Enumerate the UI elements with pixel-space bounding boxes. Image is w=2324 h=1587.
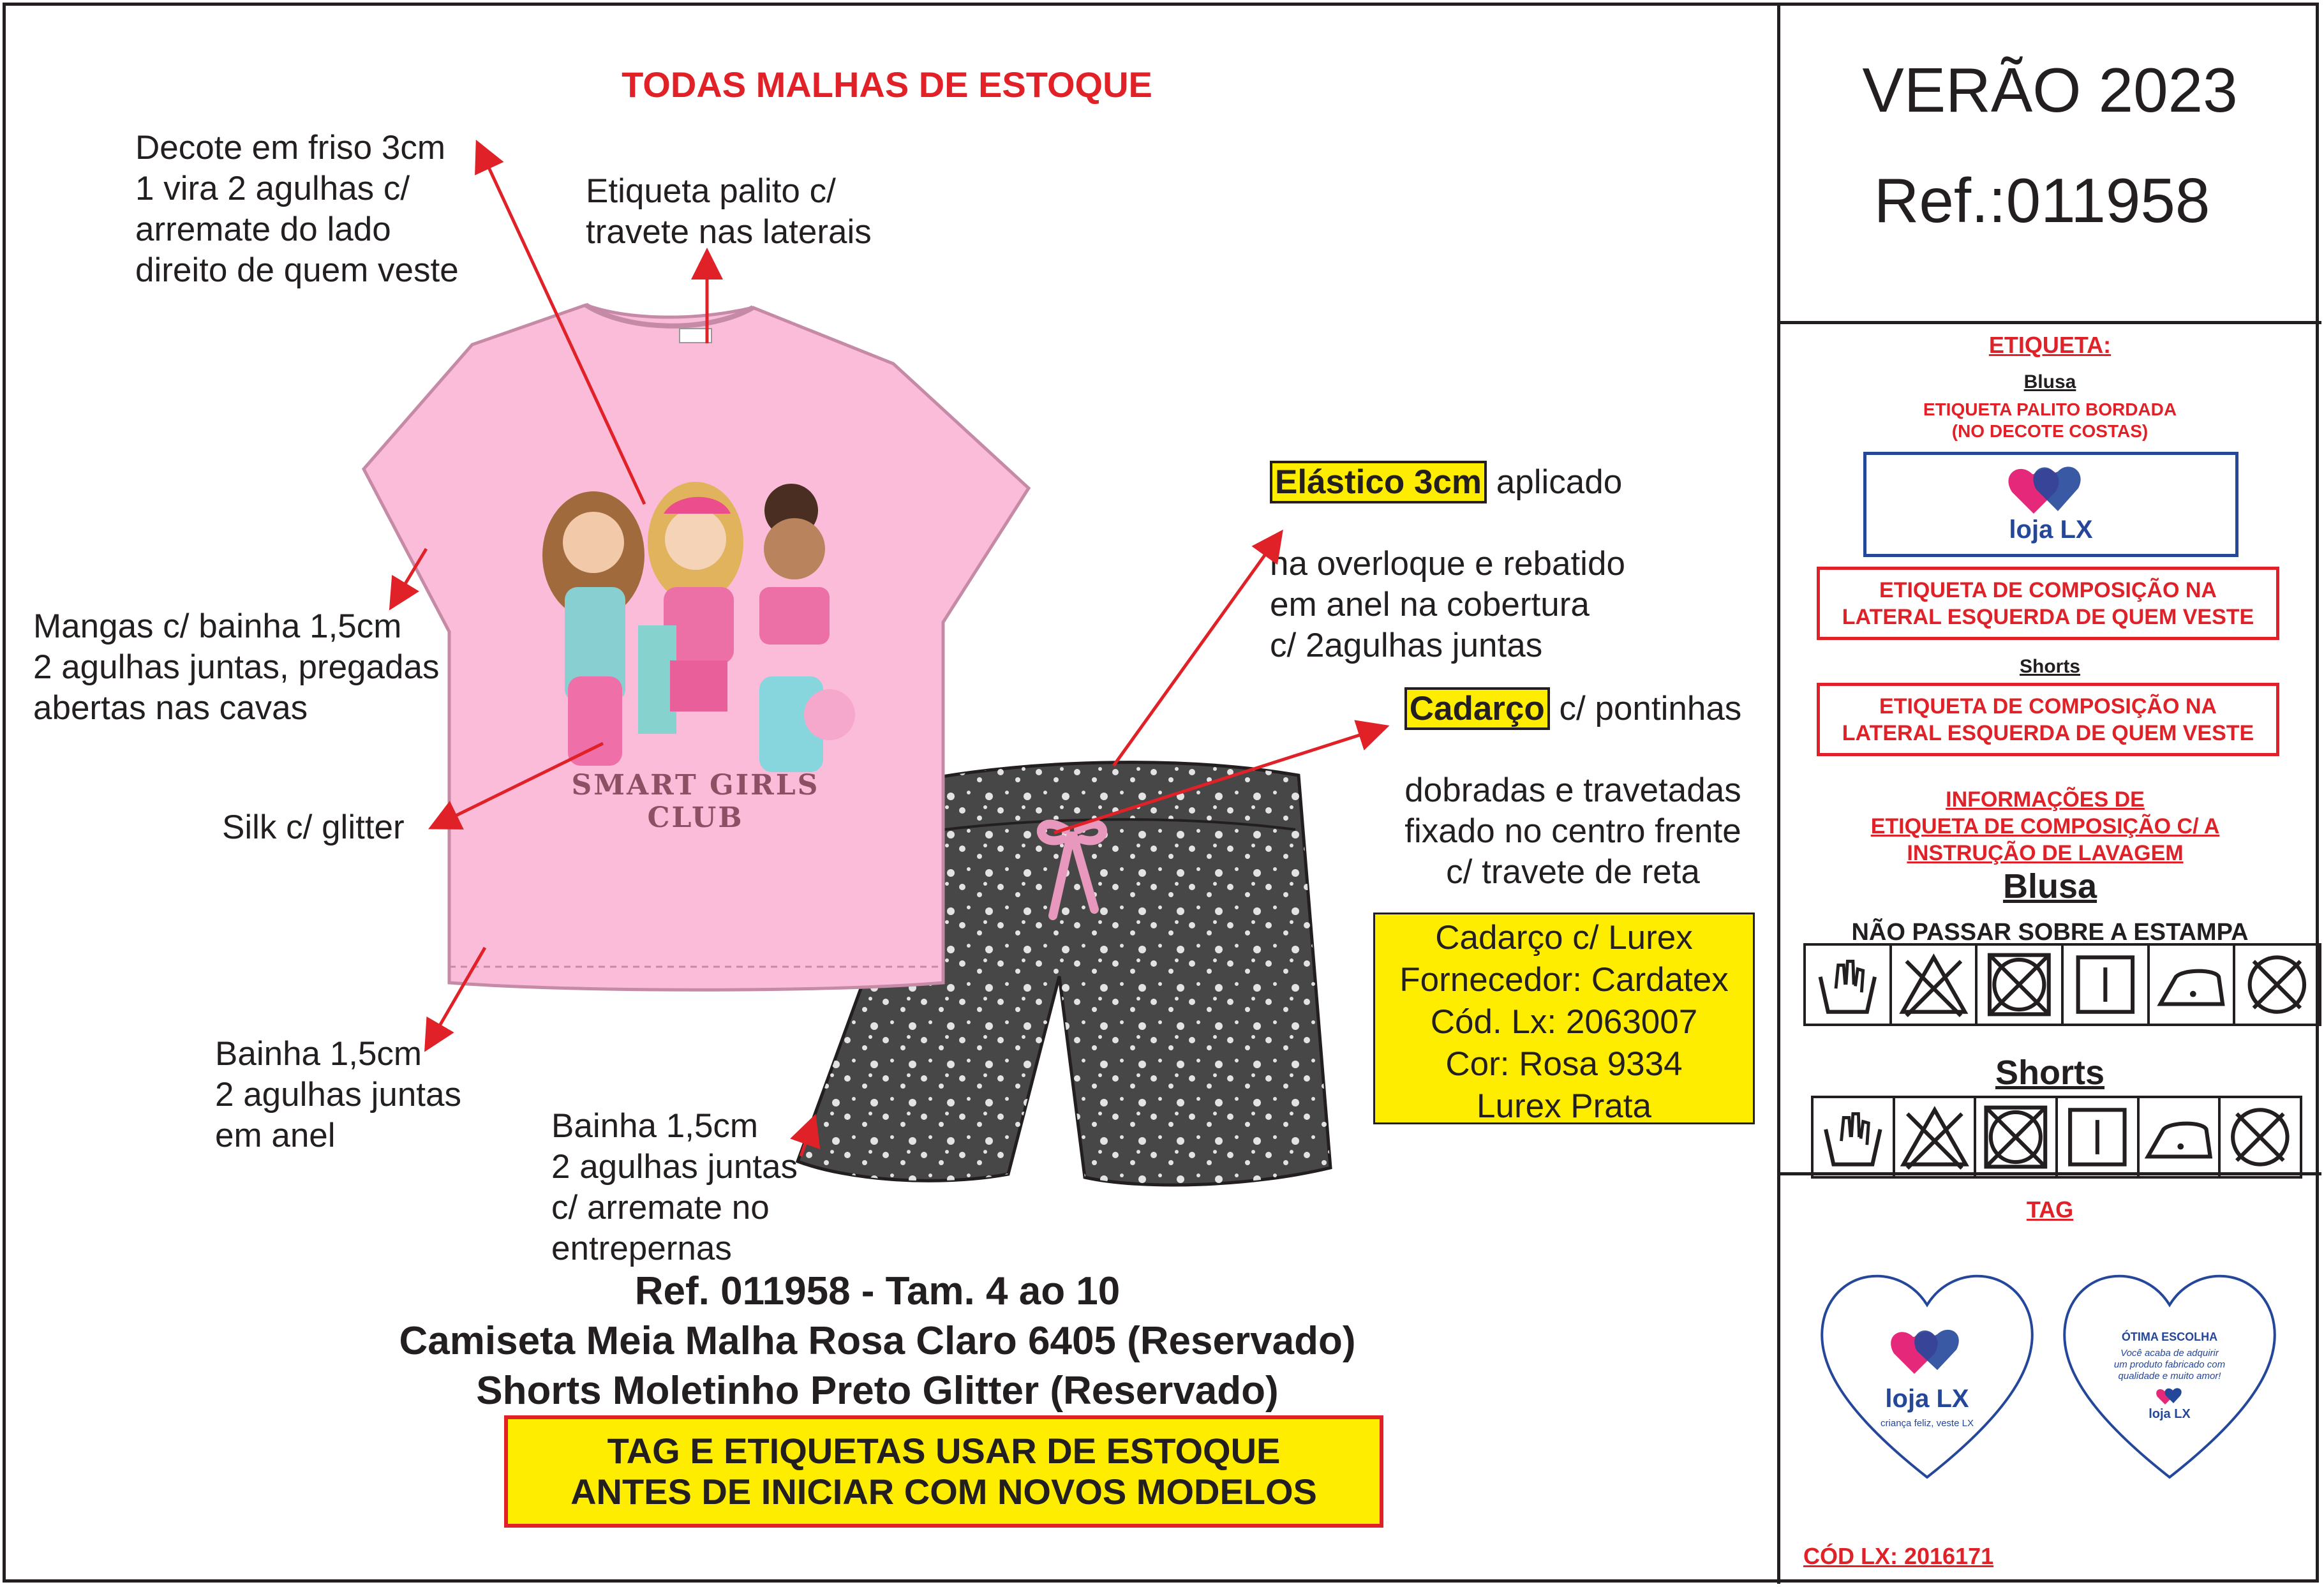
hand-wash-icon — [1814, 1098, 1895, 1176]
supplier-line: Lurex Prata — [1477, 1087, 1651, 1125]
reference-number: Ref.:011958 — [1873, 165, 2210, 235]
cadarco-text: dobradas e travetadas fixado no centro frente c/ travete de reta — [1404, 771, 1741, 891]
logo-text: loja LX — [2009, 516, 2093, 544]
elastico-text: na overloque e rebatido em anel na cobertura c/ 2agulhas juntas — [1270, 545, 1625, 664]
no-dry-clean-icon — [2235, 946, 2319, 1024]
season-title: VERÃO 2023 — [1862, 55, 2238, 125]
tag-back-logo: loja LX — [2149, 1407, 2191, 1421]
info-title: INFORMAÇÕES DE ETIQUETA DE COMPOSIÇÃO C/ A INSTRUÇÃO DE LAVAGEM — [1870, 787, 2220, 865]
note-decote: Decote em friso 3cm 1 vira 2 agulhas c/ arremate do lado direito de quem veste — [135, 129, 459, 289]
elastico-text-first: aplicado — [1487, 463, 1623, 501]
care-icons-blusa — [1803, 943, 2321, 1026]
supplier-line: Fornecedor: Cardatex — [1399, 961, 1729, 999]
composition-shorts-box: ETIQUETA DE COMPOSIÇÃO NA LATERAL ESQUERDA DE QUEM VESTE — [1817, 683, 2279, 756]
warning-line: TAG E ETIQUETAS USAR DE ESTOQUE — [607, 1431, 1281, 1471]
tag-title: TAG — [2026, 1196, 2074, 1223]
print-text: SMART GIRLS CLUB — [571, 769, 820, 834]
iron-low-icon — [2150, 946, 2236, 1024]
elastico-highlight: Elástico 3cm — [1270, 461, 1487, 503]
supplier-line: Cód. Lx: 2063007 — [1430, 1003, 1698, 1041]
product-shorts-line: Shorts Moletinho Preto Glitter (Reservado) — [476, 1369, 1279, 1413]
tag-front-logo: loja LX — [1885, 1385, 1969, 1413]
care-blusa-title: Blusa — [2002, 867, 2097, 905]
logo-label — [1863, 452, 2238, 557]
tag-back-title: ÓTIMA ESCOLHA — [2121, 1330, 2218, 1343]
product-ref-line: Ref. 011958 - Tam. 4 ao 10 — [634, 1269, 1121, 1313]
etiqueta-title: ETIQUETA: — [1988, 332, 2112, 358]
header-divider — [1777, 321, 2321, 324]
no-tumble-dry-icon — [1976, 1098, 2058, 1176]
etiqueta-shorts-label: Shorts — [2019, 656, 2080, 677]
cod-lx: CÓD LX: 2016171 — [1803, 1543, 1994, 1569]
note-etiqueta-palito: Etiqueta palito c/ travete nas laterais — [586, 172, 872, 251]
supplier-line: Cor: Rosa 9334 — [1445, 1045, 1683, 1083]
cadarco-highlight: Cadarço — [1404, 687, 1550, 730]
drip-dry-icon — [2058, 1098, 2140, 1176]
product-shirt-line: Camiseta Meia Malha Rosa Claro 6405 (Reservado) — [399, 1319, 1356, 1363]
palito-note: ETIQUETA PALITO BORDADA (NO DECOTE COSTAS) — [1923, 399, 2177, 441]
note-silk: Silk c/ glitter — [222, 808, 405, 846]
note-bainha-shorts: Bainha 1,5cm 2 agulhas juntas c/ arremate no entrepernas — [551, 1107, 798, 1267]
tag-back-text: Você acaba de adquirir um produto fabricado com qualidade e muito amor! — [2113, 1348, 2226, 1382]
cadarco-text-first: c/ pontinhas — [1549, 690, 1742, 727]
composition-blusa-box: ETIQUETA DE COMPOSIÇÃO NA LATERAL ESQUERDA DE QUEM VESTE — [1817, 567, 2279, 640]
no-tumble-dry-icon — [1978, 946, 2064, 1024]
care-icons-shorts — [1811, 1096, 2302, 1179]
tag-front-tagline: criança feliz, veste LX — [1881, 1418, 1974, 1429]
iron-low-icon — [2140, 1098, 2221, 1176]
note-mangas: Mangas c/ bainha 1,5cm 2 agulhas juntas, pregadas abertas nas cavas — [33, 607, 440, 727]
drip-dry-icon — [2064, 946, 2150, 1024]
etiqueta-blusa-label: Blusa — [2023, 371, 2076, 392]
note-bainha-blusa: Bainha 1,5cm 2 agulhas juntas em anel — [215, 1035, 462, 1154]
no-bleach-icon — [1895, 1098, 1977, 1176]
care-blusa-warning: NÃO PASSAR SOBRE A ESTAMPA — [1851, 919, 2249, 946]
no-bleach-icon — [1892, 946, 1978, 1024]
warning-line: ANTES DE INICIAR COM NOVOS MODELOS — [570, 1472, 1317, 1512]
care-shorts-title: Shorts — [1995, 1054, 2105, 1092]
hand-wash-icon — [1806, 946, 1892, 1024]
no-dry-clean-icon — [2221, 1098, 2300, 1176]
stock-note: TODAS MALHAS DE ESTOQUE — [622, 64, 1152, 105]
supplier-line: Cadarço c/ Lurex — [1435, 919, 1693, 957]
